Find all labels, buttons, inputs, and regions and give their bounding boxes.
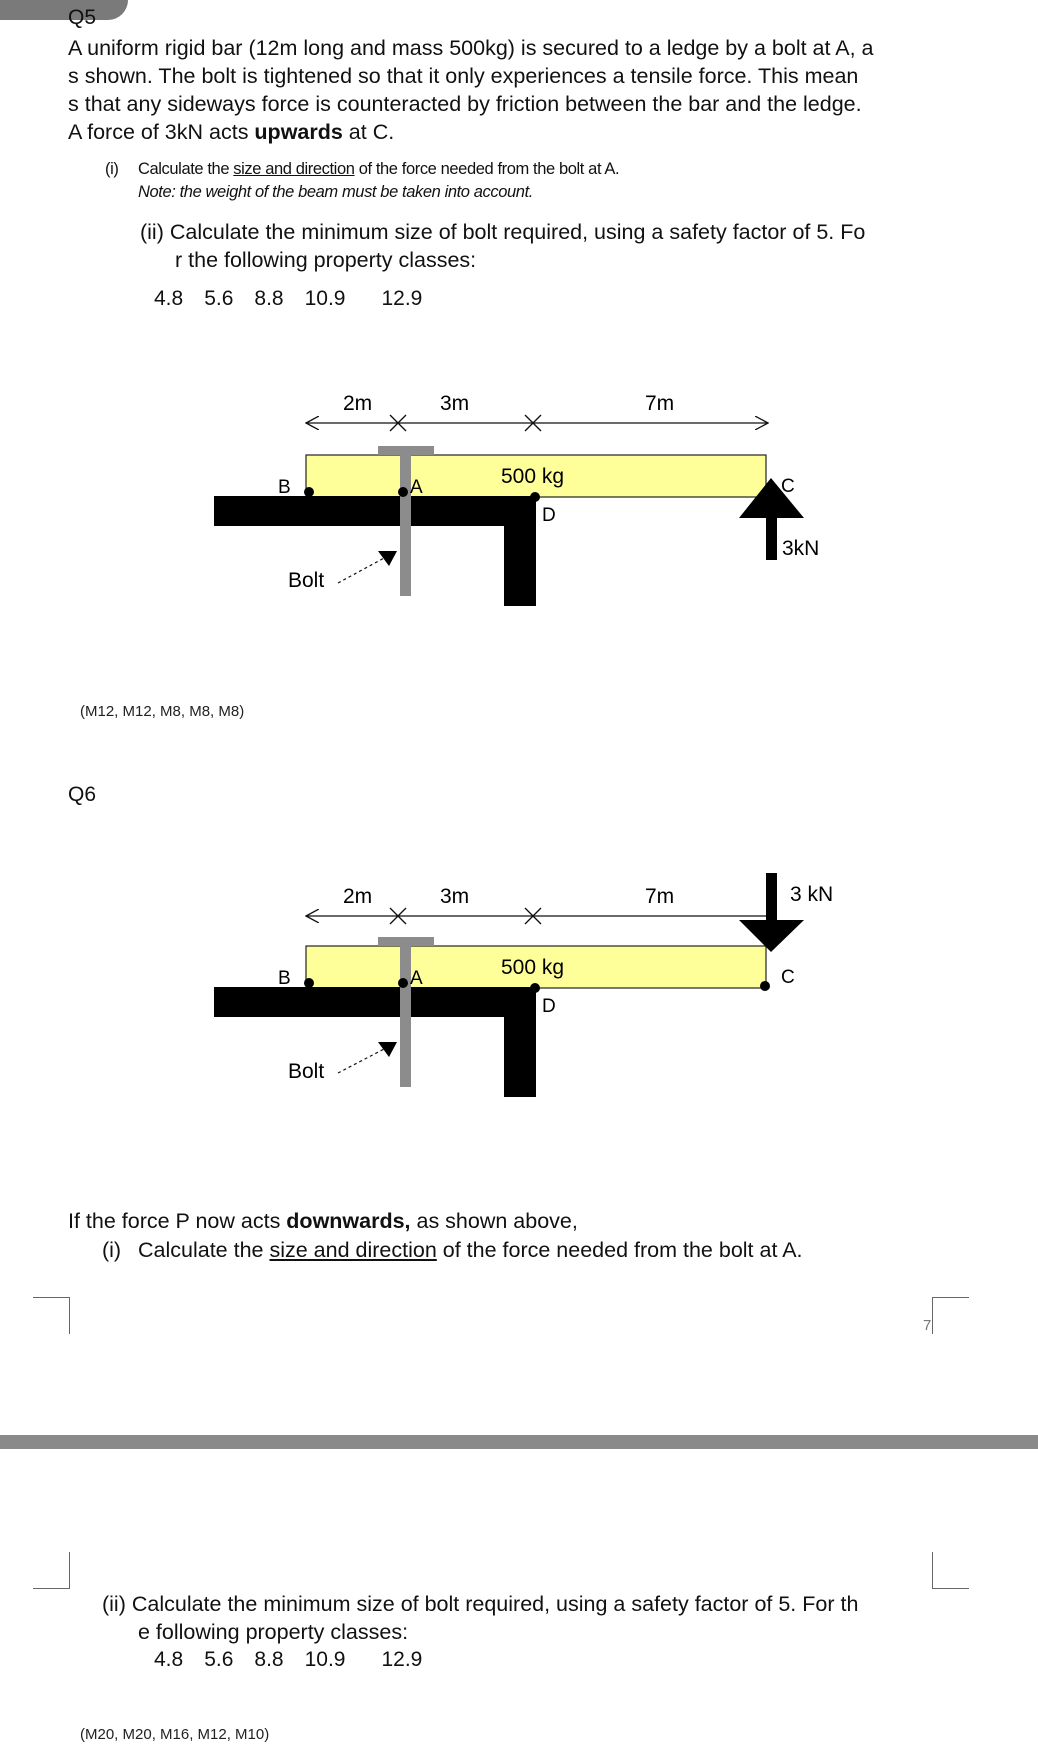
q5-part-ii-line-1: (ii) Calculate the minimum size of bolt required, using a safety factor of 5. Fo: [140, 220, 866, 244]
q5-mass-label: 500 kg: [501, 465, 565, 488]
q6-force-label: 3 kN: [790, 883, 834, 906]
q5-class-item: 10.9: [304, 287, 346, 310]
q5-part-ii: [140, 218, 865, 274]
q6-answer: (M20, M20, M16, M12, M10): [80, 1726, 270, 1743]
q6-part-i: [138, 1238, 803, 1263]
q5-class-item: 12.9: [381, 287, 423, 310]
crop-mark: [33, 1297, 70, 1334]
q5-dim-2m: 2m: [343, 392, 373, 415]
q6-mass-label: 500 kg: [501, 956, 565, 979]
q5-ledge: [214, 496, 536, 526]
q5-point-b: [304, 487, 314, 497]
q6-label-d: D: [542, 996, 556, 1017]
q5-point-d: [530, 492, 540, 502]
q6-class-item: 10.9: [304, 1648, 346, 1671]
q6-part-i-post: of the force needed from the bolt at A.: [436, 1238, 803, 1262]
q6-property-classes: [154, 1648, 443, 1672]
q5-answer: (M12, M12, M8, M8, M8): [80, 703, 245, 720]
q5-part-i: [138, 160, 619, 179]
q5-bolt-label: Bolt: [288, 569, 325, 592]
q6-statement-bold: downwards,: [286, 1209, 411, 1233]
q6-dim-2m: 2m: [343, 885, 373, 908]
q6-part-ii-line-1: (ii) Calculate the minimum size of bolt required, using a safety factor of 5. For th: [102, 1592, 859, 1616]
crop-mark: [33, 1552, 70, 1589]
page-tab-decoration: [0, 0, 128, 20]
q6-point-c: [760, 981, 770, 991]
q6-class-item: 4.8: [154, 1648, 184, 1671]
q5-bolt-pointer: [338, 557, 386, 583]
q6-dim-3m: 3m: [440, 885, 470, 908]
q6-bolt-pointer: [338, 1048, 386, 1073]
q5-part-i-post: of the force needed from the bolt at A.: [354, 160, 620, 178]
q5-force-label: 3kN: [782, 537, 820, 560]
q6-statement-post: as shown above,: [410, 1209, 578, 1233]
q6-dim-7m: 7m: [645, 885, 675, 908]
q5-point-a: [398, 487, 408, 497]
q6-point-b: [304, 978, 314, 988]
q6-heading: Q6: [68, 783, 97, 806]
q6-part-i-number: (i): [102, 1238, 122, 1262]
q6-statement: [68, 1209, 578, 1234]
q6-statement-pre: If the force P now acts: [68, 1209, 287, 1233]
q5-label-d: D: [542, 505, 556, 526]
q6-part-ii: [102, 1590, 858, 1646]
q5-ledge-post: [504, 496, 536, 606]
q5-class-item: 8.8: [254, 287, 284, 310]
q5-intro: [68, 34, 948, 146]
q6-ledge-post: [504, 987, 536, 1097]
q6-bolt-pointer-arrow-icon: [378, 1042, 397, 1057]
q6-label-c: C: [781, 967, 795, 988]
q5-force-suffix: at C.: [342, 120, 395, 144]
q5-label-b: B: [278, 477, 291, 498]
q6-label-a: A: [410, 968, 423, 989]
q5-intro-line-3: s that any sideways force is counteracted by friction between the bar and the ledge.: [68, 92, 862, 116]
q6-part-i-underlined: size and direction: [269, 1238, 437, 1262]
q5-label-c: C: [781, 476, 795, 497]
q6-ledge: [214, 987, 536, 1017]
q5-force-statement: [68, 118, 948, 146]
q5-class-item: 4.8: [154, 287, 184, 310]
q5-bolt-pointer-arrow-icon: [378, 551, 397, 566]
q6-class-item: 5.6: [204, 1648, 234, 1671]
q5-part-i-number: (i): [105, 160, 119, 178]
q5-part-i-pre: Calculate the: [138, 160, 234, 178]
crop-mark: [932, 1297, 969, 1334]
page-divider: [0, 1435, 1038, 1449]
q5-label-a: A: [410, 477, 423, 498]
q5-dim-3m: 3m: [440, 392, 470, 415]
q6-class-item: 8.8: [254, 1648, 284, 1671]
q5-intro-line-2: s shown. The bolt is tightened so that it only experiences a tensile force. This mean: [68, 64, 859, 88]
q5-dim-7m: 7m: [645, 392, 675, 415]
q5-force-prefix: A force of 3kN acts: [68, 120, 255, 144]
q5-heading: Q5: [68, 6, 97, 29]
q5-intro-line-1: A uniform rigid bar (12m long and mass 500kg) is secured to a ledge by a bolt at A, a: [68, 36, 874, 60]
q5-force-bold: upwards: [254, 120, 343, 144]
q6-part-i-pre: Calculate the: [138, 1238, 270, 1262]
q6-bolt-label: Bolt: [288, 1060, 325, 1083]
q5-part-ii-line-2: r the following property classes:: [175, 248, 477, 272]
q5-beam-diagram: [200, 380, 840, 620]
q5-class-item: 5.6: [204, 287, 234, 310]
page-number: 7: [923, 1317, 932, 1334]
q6-beam-diagram: [200, 870, 840, 1110]
q6-point-d: [530, 983, 540, 993]
q5-property-classes: [154, 287, 443, 311]
q6-part-ii-line-2: e following property classes:: [138, 1620, 409, 1644]
q5-note: Note: the weight of the beam must be taken into account.: [138, 183, 533, 201]
crop-mark: [932, 1552, 969, 1589]
q5-part-i-underlined: size and direction: [233, 160, 355, 178]
q6-class-item: 12.9: [381, 1648, 423, 1671]
q6-point-a: [398, 978, 408, 988]
q5-bolt-shank: [400, 446, 411, 596]
q6-bolt-shank: [400, 937, 411, 1087]
q6-label-b: B: [278, 968, 291, 989]
